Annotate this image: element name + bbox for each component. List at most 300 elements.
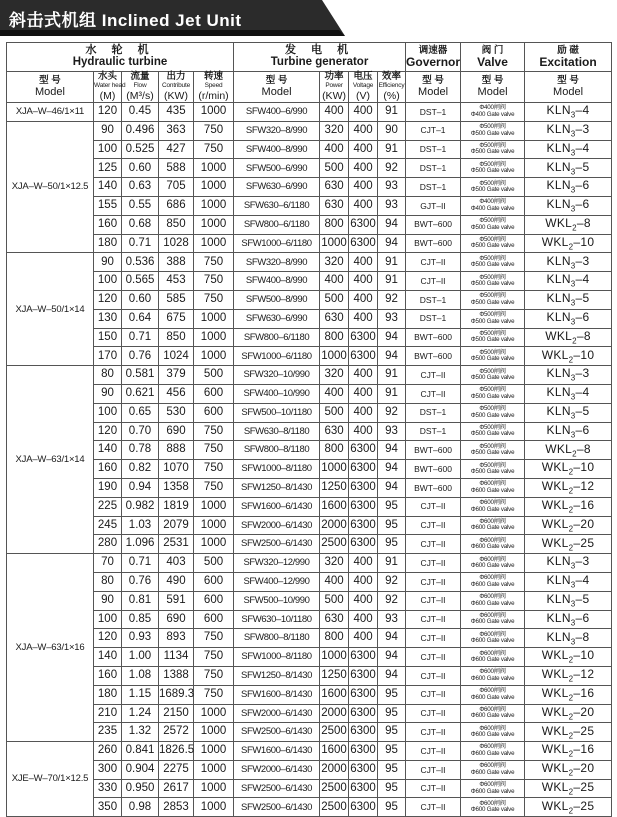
valve-model-cell [461,572,525,591]
speed-cell: 1000 [194,328,234,347]
head-cell: 300 [94,760,122,779]
section-banner [0,0,345,36]
generator-model-cell: SFW1000–6/1180 [234,347,320,366]
excitation-suffix: –16 [573,685,595,700]
governor-model-cell: BWT–600 [406,328,461,347]
voltage-cell: 6300 [349,798,378,817]
head-cell: 280 [94,535,122,554]
valve-label-cn: Φ500闸阀 [479,160,506,168]
head-cell: 155 [94,196,122,215]
power-cell: 320 [320,121,349,140]
generator-model-cell: SFW1600–6/1430 [234,742,320,761]
excitation-subscript: 3 [570,166,576,176]
governor-model-cell: BWT–600 [406,441,461,460]
voltage-cell: 6300 [349,328,378,347]
col-unit: (%) [383,90,400,103]
turbine-group-header [7,43,234,72]
valve-label-en: Φ500 Gate valve [470,468,515,476]
governor-model-cell: BWT–600 [406,347,461,366]
output-cell: 893 [159,629,194,648]
excitation-suffix: –3 [575,122,590,136]
generator-model-cell: SFW1600–6/1430 [234,497,320,516]
generator-model-cell: SFW1000–8/1180 [234,648,320,667]
flow-cell: 0.536 [122,253,159,272]
generator-model-cell: SFW630–8/1180 [234,422,320,441]
generator-model-cell: SFW400–6/990 [234,103,320,122]
excitation-model-cell [525,629,612,648]
excitation-subscript: 3 [570,599,576,609]
valve-model-cell [461,723,525,742]
efficiency-cell: 95 [378,497,406,516]
efficiency-cell: 94 [378,234,406,253]
excitation-model-cell [525,610,612,629]
flow-cell: 1.00 [122,648,159,667]
excitation-model-cell [525,516,612,535]
speed-cell: 1000 [194,347,234,366]
valve-label-cn: Φ500闸阀 [479,348,506,356]
section-title: 斜击式机组 Inclined Jet Unit [9,11,242,30]
voltage-cell: 6300 [349,478,378,497]
generator-model-cell: SFW400–8/990 [234,140,320,159]
excitation-subscript: 3 [570,185,576,195]
valve-model-cell [461,253,525,272]
valve-label-en: Φ600 Gate valve [470,749,515,757]
valve-label-en: Φ500 Gate valve [470,430,515,438]
col-label-cn: 功率 [324,71,344,83]
flow-cell: 0.55 [122,196,159,215]
flow-cell: 0.982 [122,497,159,516]
speed-cell: 750 [194,290,234,309]
power-cell: 630 [320,309,349,328]
flow-cell: 0.94 [122,478,159,497]
power-cell: 400 [320,103,349,122]
voltage-cell: 6300 [349,648,378,667]
power-cell: 500 [320,290,349,309]
table-row [7,159,612,178]
valve-label-cn: Φ600闸阀 [479,517,506,525]
head-cell: 100 [94,140,122,159]
governor-model-cell: DST–1 [406,140,461,159]
col-unit: (M³/s) [126,90,154,103]
valve-label-cn: Φ500闸阀 [479,386,506,394]
flow-cell: 1.24 [122,704,159,723]
valve-label-cn: Φ600闸阀 [479,574,506,582]
head-cell: 150 [94,328,122,347]
excitation-main: WKL [545,328,573,343]
valve-label-cn: Φ600闸阀 [479,611,506,619]
valve-label-en: Φ500 Gate valve [470,167,515,175]
excitation-main: WKL [541,479,569,494]
flow-cell: 0.63 [122,178,159,197]
voltage-cell: 400 [349,272,378,291]
excitation-group-header [525,43,612,72]
efficiency-cell: 91 [378,384,406,403]
voltage-cell: 400 [349,366,378,385]
excitation-subscript: 2 [568,768,574,778]
table-row [7,798,612,817]
table-body [7,103,612,817]
valve-model-cell [461,272,525,291]
governor-model-cell: CJT–II [406,723,461,742]
valve-model-cell [461,234,525,253]
excitation-suffix: –12 [573,667,595,682]
table-row [7,441,612,460]
power-cell: 400 [320,140,349,159]
power-cell: 630 [320,196,349,215]
governor-model-cell: BWT–600 [406,234,461,253]
speed-cell: 750 [194,253,234,272]
col-label-cn: 转速 [204,71,224,83]
governor-model-cell: CJT–II [406,572,461,591]
valve-label-en: Φ600 Gate valve [470,806,515,814]
valve-model-cell [461,554,525,573]
flow-cell: 0.70 [122,422,159,441]
col-label-en: Model [418,86,449,99]
excitation-suffix: –4 [575,573,590,588]
col-label-en: Power [325,81,343,89]
efficiency-cell: 94 [378,478,406,497]
valve-label-en: Φ500 Gate valve [470,186,515,194]
head-cell: 260 [94,742,122,761]
excitation-main: KLN [546,422,571,437]
valve-model-cell [461,121,525,140]
speed-cell: 600 [194,610,234,629]
power-cell: 2500 [320,535,349,554]
output-cell: 1689.3 [159,685,194,704]
valve-label-cn: Φ500闸阀 [479,235,506,243]
valve-model-cell [461,103,525,122]
voltage-cell: 6300 [349,215,378,234]
valve-label-cn: Φ600闸阀 [479,555,506,563]
head-cell: 140 [94,178,122,197]
generator-label-cn: 发 电 机 [284,44,355,57]
table-row [7,272,612,291]
efficiency-cell: 91 [378,253,406,272]
valve-label-en: Φ500 Gate valve [470,280,515,288]
speed-cell: 600 [194,572,234,591]
efficiency-cell: 95 [378,742,406,761]
valve-label-en: Φ600 Gate valve [470,618,515,626]
governor-model-cell: CJT–II [406,591,461,610]
col-unit: (KW) [322,90,346,103]
output-cell: 403 [159,554,194,573]
output-cell: 379 [159,366,194,385]
valve-model-cell [461,328,525,347]
valve-model-cell [461,140,525,159]
excitation-subscript: 2 [568,655,574,665]
efficiency-cell: 91 [378,366,406,385]
efficiency-cell: 93 [378,610,406,629]
valve-model-cell [461,742,525,761]
flow-cell: 0.85 [122,610,159,629]
speed-cell: 1000 [194,535,234,554]
power-cell: 1000 [320,234,349,253]
col-unit: (r/min) [198,90,229,103]
turbine-label-en: Hydraulic turbine [72,56,168,69]
excitation-model-cell [525,178,612,197]
table-row [7,723,612,742]
speed-cell: 1000 [194,159,234,178]
excitation-model-cell [525,554,612,573]
efficiency-cell: 95 [378,779,406,798]
generator-model-cell: SFW320–8/990 [234,121,320,140]
speed-cell: 1000 [194,103,234,122]
excitation-subscript: 2 [568,674,574,684]
efficiency-cell: 95 [378,516,406,535]
valve-label-cn: Φ500闸阀 [479,273,506,281]
voltage-cell: 6300 [349,742,378,761]
turbine-model-cell: XJA–W–46/1×11 [7,103,94,122]
generator-model-cell: SFW630–6/990 [234,178,320,197]
speed-cell: 1000 [194,234,234,253]
generator-model-cell: SFW1600–8/1430 [234,685,320,704]
excitation-main: KLN [546,610,571,625]
governor-model-cell: CJT–II [406,704,461,723]
output-cell: 435 [159,103,194,122]
generator-model-cell: SFW500–6/990 [234,159,320,178]
excitation-model-cell [525,403,612,422]
governor-model-cell: CJT–1 [406,121,461,140]
efficiency-cell: 94 [378,215,406,234]
generator-model-cell: SFW800–6/1180 [234,328,320,347]
flow-cell: 0.45 [122,103,159,122]
table-row [7,554,612,573]
excitation-main: KLN [546,159,571,174]
table-row [7,215,612,234]
output-cell: 530 [159,403,194,422]
voltage-cell: 6300 [349,460,378,479]
flow-cell: 0.60 [122,159,159,178]
generator-model-cell: SFW320–12/990 [234,554,320,573]
valve-model-cell [461,366,525,385]
output-cell: 456 [159,384,194,403]
output-cell: 675 [159,309,194,328]
valve-model-cell [461,516,525,535]
col-label-cn: 出力 [166,71,186,83]
head-cell: 100 [94,272,122,291]
valve-label-cn: Φ600闸阀 [479,762,506,770]
power-cell: 630 [320,422,349,441]
voltage-cell: 6300 [349,516,378,535]
generator-model-cell: SFW500–10/1180 [234,403,320,422]
col-label-en: Model [553,86,584,99]
excitation-suffix: –20 [573,516,595,531]
power-cell: 2500 [320,779,349,798]
col-label-cn: 水头 [97,71,117,83]
generator-model-cell: SFW2000–6/1430 [234,704,320,723]
valve-label-en: Φ600 Gate valve [470,580,515,588]
valve-label-cn: Φ600闸阀 [479,799,506,807]
valve-label-en: Φ600 Gate valve [470,524,515,532]
col-label-en: Speed [204,81,223,89]
flow-cell: 0.71 [122,328,159,347]
efficiency-cell: 92 [378,159,406,178]
head-cell: 140 [94,648,122,667]
head-cell: 90 [94,384,122,403]
governor-model-cell: CJT–II [406,366,461,385]
table-row [7,648,612,667]
valve-group-header [461,43,525,72]
generator-model-cell: SFW2500–6/1430 [234,798,320,817]
speed-cell: 750 [194,666,234,685]
table-row [7,516,612,535]
valve-model-cell [461,535,525,554]
col-unit: (KW) [164,90,188,103]
governor-model-cell: CJT–II [406,272,461,291]
efficiency-cell: 93 [378,196,406,215]
excitation-subscript: 3 [570,373,576,383]
speed-cell: 750 [194,685,234,704]
excitation-suffix: –3 [575,253,590,268]
voltage-cell: 6300 [349,666,378,685]
valve-label-cn: Φ600闸阀 [479,536,506,544]
col-turbine-model [7,72,94,103]
valve-label-en: Φ600 Gate valve [470,562,515,570]
table-row [7,384,612,403]
col-valve-model [461,72,525,103]
valve-label-cn: Φ600闸阀 [479,687,506,695]
flow-cell: 0.81 [122,591,159,610]
governor-model-cell: CJT–II [406,648,461,667]
excitation-subscript: 3 [570,636,576,646]
excitation-model-cell [525,103,612,122]
excitation-model-cell [525,723,612,742]
output-cell: 1388 [159,666,194,685]
governor-model-cell: CJT–II [406,685,461,704]
output-cell: 888 [159,441,194,460]
output-cell: 2853 [159,798,194,817]
efficiency-cell: 93 [378,178,406,197]
table-row [7,178,612,197]
head-cell: 160 [94,666,122,685]
valve-model-cell [461,591,525,610]
head-cell: 180 [94,685,122,704]
efficiency-cell: 94 [378,666,406,685]
excitation-model-cell [525,384,612,403]
voltage-cell: 400 [349,121,378,140]
governor-group-header [406,43,461,72]
col-label-cn: 型 号 [422,74,444,86]
flow-cell: 0.841 [122,742,159,761]
voltage-cell: 400 [349,178,378,197]
head-cell: 245 [94,516,122,535]
governor-model-cell: BWT–600 [406,215,461,234]
power-cell: 2500 [320,798,349,817]
generator-model-cell: SFW800–8/1180 [234,441,320,460]
excitation-subscript: 3 [570,618,576,628]
power-cell: 320 [320,554,349,573]
table-row [7,234,612,253]
voltage-cell: 400 [349,554,378,573]
governor-model-cell: BWT–600 [406,478,461,497]
valve-label-cn: Φ500闸阀 [479,367,506,375]
excitation-model-cell [525,309,612,328]
excitation-label-en: Excitation [539,54,597,69]
head-cell: 180 [94,234,122,253]
governor-model-cell: CJT–II [406,497,461,516]
governor-model-cell: CJT–II [406,798,461,817]
excitation-main: WKL [541,667,569,682]
generator-model-cell: SFW2500–6/1430 [234,535,320,554]
efficiency-cell: 95 [378,723,406,742]
excitation-main: KLN [546,591,571,606]
efficiency-cell: 95 [378,535,406,554]
governor-model-cell: DST–1 [406,103,461,122]
excitation-subscript: 3 [570,392,576,402]
valve-label-cn: Φ500闸阀 [479,179,506,187]
speed-cell: 1000 [194,723,234,742]
flow-cell: 0.76 [122,572,159,591]
valve-label-cn: Φ600闸阀 [479,499,506,507]
speed-cell: 1000 [194,196,234,215]
col-voltage [349,72,378,103]
col-label-cn: 型 号 [39,74,61,86]
speed-cell: 1000 [194,742,234,761]
power-cell: 500 [320,159,349,178]
valve-model-cell [461,422,525,441]
efficiency-cell: 93 [378,309,406,328]
table-row [7,366,612,385]
valve-model-cell [461,760,525,779]
flow-cell: 0.78 [122,441,159,460]
power-cell: 800 [320,215,349,234]
valve-label-en: Φ500 Gate valve [470,298,515,306]
power-cell: 1250 [320,666,349,685]
unit-spec-table [6,42,612,817]
generator-model-cell: SFW2500–6/1430 [234,723,320,742]
excitation-suffix: –12 [573,479,595,494]
excitation-main: WKL [541,648,569,663]
valve-label-cn: Φ500闸阀 [479,405,506,413]
head-cell: 120 [94,629,122,648]
table-row [7,742,612,761]
flow-cell: 1.08 [122,666,159,685]
flow-cell: 0.950 [122,779,159,798]
excitation-subscript: 3 [570,561,576,571]
governor-model-cell: DST–1 [406,178,461,197]
governor-model-cell: CJT–II [406,779,461,798]
speed-cell: 750 [194,121,234,140]
valve-label-cn: 阀 门 [481,45,504,57]
excitation-subscript: 2 [568,787,574,797]
excitation-main: KLN [546,291,571,306]
excitation-main: KLN [546,103,571,118]
power-cell: 320 [320,253,349,272]
generator-model-cell: SFW1250–8/1430 [234,478,320,497]
head-cell: 170 [94,347,122,366]
excitation-subscript: 3 [570,411,576,421]
valve-label-en: Φ500 Gate valve [470,374,515,382]
output-cell: 2572 [159,723,194,742]
col-label-cn: 型 号 [481,74,504,86]
excitation-main: KLN [546,178,571,193]
head-cell: 70 [94,554,122,573]
efficiency-cell: 95 [378,685,406,704]
power-cell: 1600 [320,497,349,516]
valve-label-en: Φ500 Gate valve [470,261,515,269]
excitation-suffix: –25 [573,535,595,550]
head-cell: 235 [94,723,122,742]
output-cell: 388 [159,253,194,272]
excitation-suffix: –5 [575,591,590,606]
excitation-model-cell [525,478,612,497]
excitation-subscript: 3 [570,110,576,120]
excitation-suffix: –5 [575,291,590,306]
excitation-model-cell [525,535,612,554]
head-cell: 350 [94,798,122,817]
excitation-subscript: 2 [568,354,574,364]
head-cell: 190 [94,478,122,497]
